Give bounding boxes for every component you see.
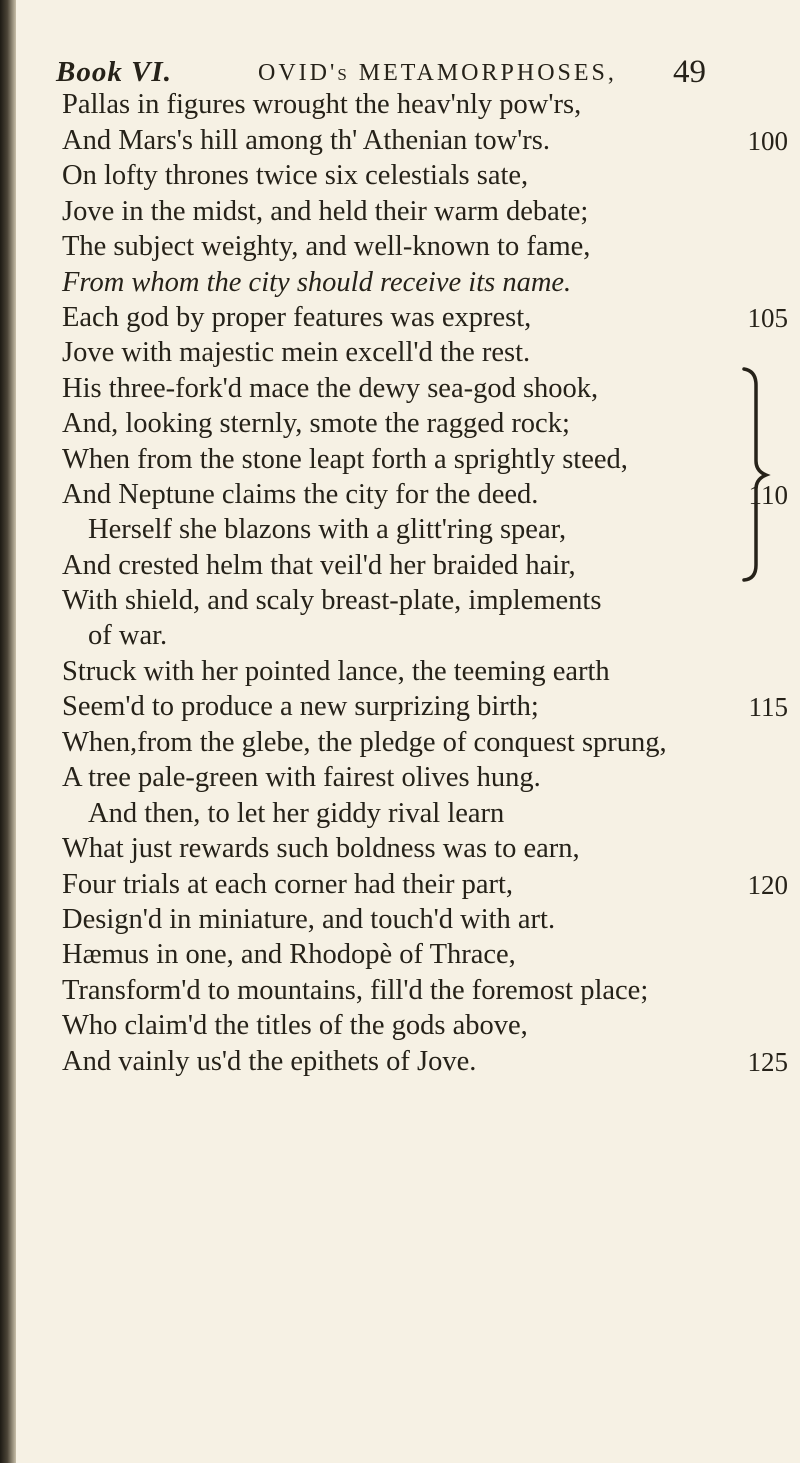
poem-line: And crested helm that veil'd her braided hair,: [62, 550, 576, 581]
poem-line: Jove with majestic mein excell'd the rest.: [62, 337, 531, 368]
poem-line: And Mars's hill among th' Athenian tow'rs.: [62, 125, 550, 156]
poem-line: And Neptune claims the city for the deed.: [62, 479, 539, 510]
poem-line: His three-fork'd mace the dewy sea-god shook,: [62, 373, 599, 404]
line-number: 110: [748, 480, 788, 510]
poem-line: What just rewards such boldness was to earn,: [62, 833, 580, 864]
poem-line: Hæmus in one, and Rhodopè of Thrace,: [62, 939, 516, 970]
poem-line: Design'd in miniature, and touch'd with art.: [62, 904, 556, 935]
poem-line: On lofty thrones twice six celestials sate,: [62, 160, 529, 191]
book-number: Book VI.: [56, 56, 172, 88]
poem-line: When from the stone leapt forth a sprightly steed,: [62, 444, 628, 475]
poem-line: Four trials at each corner had their part,: [62, 869, 514, 900]
triplet-brace: [740, 365, 772, 584]
line-number: 125: [747, 1047, 788, 1077]
poem-line: When,from the glebe, the pledge of conquest sprung,: [62, 727, 667, 758]
line-number: 100: [747, 126, 788, 156]
line-number: 105: [747, 303, 788, 333]
line-number: 115: [748, 692, 788, 722]
poem-line: Who claim'd the titles of the gods above,: [62, 1010, 528, 1041]
book-binding-edge: [0, 0, 16, 1463]
poem-line: Each god by proper features was exprest,: [62, 302, 532, 333]
running-title: OVID's METAMORPHOSES,: [258, 60, 617, 86]
poem-line: The subject weighty, and well-known to fame,: [62, 231, 591, 262]
poem-line: And, looking sternly, smote the ragged rock;: [62, 408, 570, 439]
line-number: 120: [747, 870, 788, 900]
poem-line: From whom the city should receive its name.: [62, 267, 572, 298]
poem-line: And then, to let her giddy rival learn: [88, 798, 505, 829]
poem-line: With shield, and scaly breast-plate, implements: [62, 585, 602, 616]
poem-line: Pallas in figures wrought the heav'nly pow'rs,: [62, 89, 582, 120]
poem-line: Seem'd to produce a new surprizing birth;: [62, 691, 539, 722]
poem-line: And vainly us'd the epithets of Jove.: [62, 1046, 477, 1077]
poem-line: of war.: [88, 620, 168, 651]
poem-line: Herself she blazons with a glitt'ring spear,: [88, 514, 567, 545]
poem-line: Transform'd to mountains, fill'd the foremost place;: [62, 975, 649, 1006]
poem-line: Struck with her pointed lance, the teeming earth: [62, 656, 610, 687]
poem-line: Jove in the midst, and held their warm debate;: [62, 196, 589, 227]
page-number: 49: [673, 54, 706, 90]
poem-line: A tree pale-green with fairest olives hung.: [62, 762, 541, 793]
